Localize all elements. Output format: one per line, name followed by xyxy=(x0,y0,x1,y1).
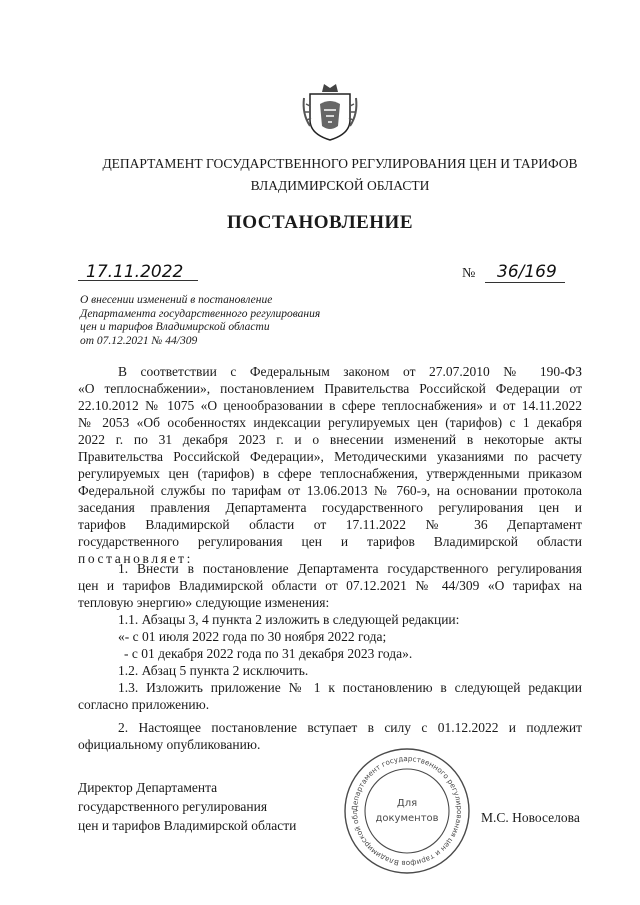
subject-line: от 07.12.2021 № 44/309 xyxy=(80,334,198,347)
item-2 xyxy=(78,719,582,753)
item-1-line: 1. Внести в постановление Департамента государственного регулирования xyxy=(118,561,582,576)
signature-position-line: Директор Департамента xyxy=(78,780,218,795)
item-1-2: 1.2. Абзац 5 пункта 2 исключить. xyxy=(118,663,309,678)
signature-position-line: цен и тарифов Владимирской области xyxy=(78,818,297,833)
decides-word: постановляет: xyxy=(78,551,193,566)
preamble-line: тарифов Владимирской области от 17.11.2022 № 36 Департамент xyxy=(78,517,582,532)
signature-block xyxy=(78,778,296,835)
preamble-line: Правительства Российской Федерации», Методическими указаниями по расчету xyxy=(78,449,582,464)
document-date: 17.11.2022 xyxy=(86,262,184,282)
item-1-line: тепловую энергию» следующие изменения: xyxy=(78,595,330,610)
subject-line: Департамента государственного регулирования xyxy=(80,307,321,320)
coat-of-arms-icon xyxy=(300,80,360,144)
subject-line: цен и тарифов Владимирской области xyxy=(80,321,270,333)
preamble-line: Федеральной службы по тарифам от 13.06.2013 № 760-э, на основании протокола xyxy=(78,483,582,498)
stamp-center-line: документов xyxy=(375,813,439,824)
document-subject xyxy=(80,294,320,348)
signature-position-line: государственного регулирования xyxy=(78,799,268,814)
number-underline xyxy=(485,282,565,283)
date-underline xyxy=(78,280,198,281)
subject-line: О внесении изменений в постановление xyxy=(80,294,273,306)
preamble-line: государственного регулирования цен и тарифов Владимирской области xyxy=(78,534,582,549)
item-1-1: 1.1. Абзацы 3, 4 пункта 2 изложить в следующей редакции: xyxy=(118,612,460,627)
stamp-ring-text: Департамент государственного регулирования цен и тарифов Владимирской обл xyxy=(349,753,465,869)
department-name-line1: ДЕПАРТАМЕНТ ГОСУДАРСТВЕННОГО РЕГУЛИРОВАНИЯ ЦЕН И ТАРИФОВ xyxy=(102,156,578,171)
preamble-line: заседания правления Департамента государственного регулирования цен и xyxy=(78,500,582,515)
item-1 xyxy=(78,560,582,713)
preamble-line: В соответствии с Федеральным законом от 27.07.2010 № 190-ФЗ xyxy=(118,364,582,379)
department-name-line2: ВЛАДИМИРСКОЙ ОБЛАСТИ xyxy=(250,178,430,193)
preamble xyxy=(78,363,582,567)
item-2-line: официальному опубликованию. xyxy=(78,737,261,752)
item-2-line: 2. Настоящее постановление вступает в силу с 01.12.2022 и подлежит xyxy=(118,720,582,735)
preamble-line: № 2053 «Об особенностях индексации регулируемых цен (тарифов) с 1 декабря xyxy=(78,415,582,430)
official-stamp xyxy=(342,746,472,876)
document-title: ПОСТАНОВЛЕНИЕ xyxy=(226,212,414,233)
item-1-3-line: 1.3. Изложить приложение № 1 к постановлению в следующей редакции xyxy=(118,680,582,695)
signatory-name: М.С. Новоселова xyxy=(481,810,580,825)
number-sign: № xyxy=(462,266,476,281)
stamp-center-line: Для xyxy=(396,798,418,809)
item-1-1-quote-2: - с 01 декабря 2022 года по 31 декабря 2023 года». xyxy=(124,646,413,661)
document-number: 36/169 xyxy=(497,262,557,282)
item-1-1-quote-1: «- с 01 июля 2022 года по 30 ноября 2022 года; xyxy=(118,629,387,644)
preamble-line: 22.10.2012 № 1075 «О ценообразовании в сфере теплоснабжения» и от 14.11.2022 xyxy=(78,398,582,413)
preamble-line: 2022 г. по 31 декабря 2023 г. и о внесении изменений в некоторые акты xyxy=(78,432,582,447)
item-1-3-line: согласно приложению. xyxy=(78,697,210,712)
preamble-line: регулируемых цен (тарифов) в сфере теплоснабжения, утвержденными приказом xyxy=(78,466,582,481)
item-1-line: цен и тарифов Владимирской области от 07.12.2021 № 44/309 «О тарифах на xyxy=(78,578,582,593)
preamble-line: «О теплоснабжении», постановлением Правительства Российской Федерации от xyxy=(78,381,582,396)
